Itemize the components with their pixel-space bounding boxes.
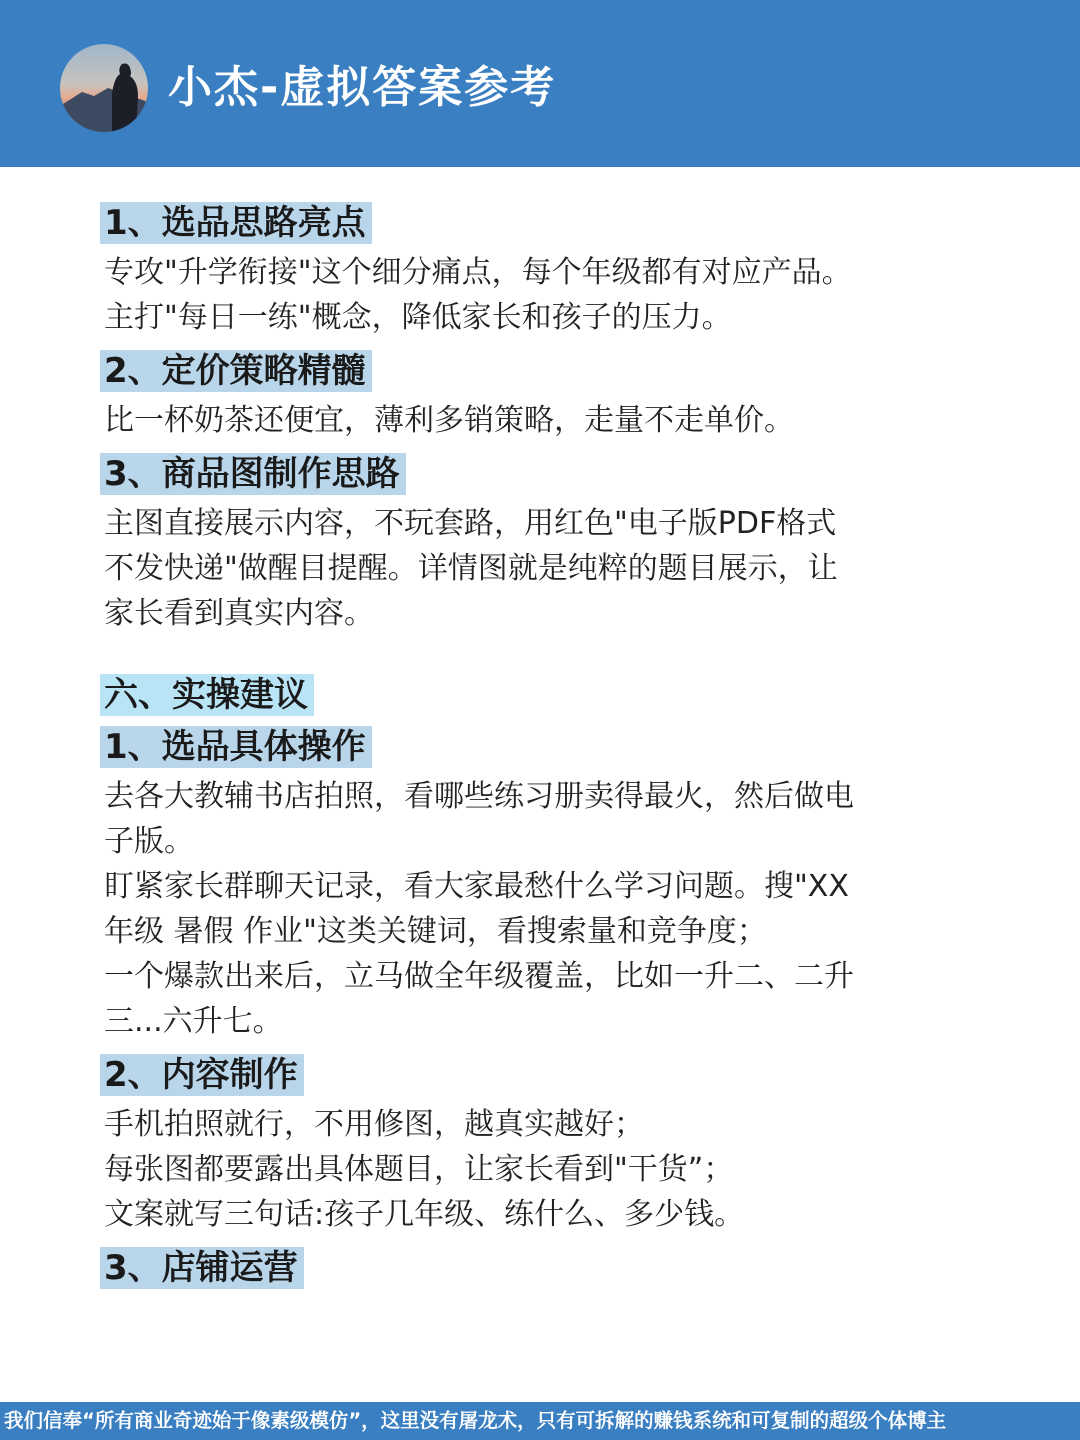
section-text: 比一杯奶茶还便宜，薄利多销策略，走量不走单价。 <box>104 403 794 438</box>
section-text: 手机拍照就行，不用修图，越真实越好； 每张图都要露出具体题目，让家长看到"干货”； 文案就写三句话:孩子几年级、练什么、多少钱。 <box>104 1107 745 1232</box>
chapter-heading: 六、实操建议 <box>100 674 314 716</box>
page-title: 小杰-虚拟答案参考 <box>168 62 557 113</box>
footer-banner: 我们信奉“所有商业奇迹始于像素级模仿”，这里没有屠龙术，只有可拆解的赚钱系统和可复制的超级个体博主 <box>0 1402 1080 1440</box>
section-heading: 1、选品具体操作 <box>100 726 372 768</box>
section-heading: 1、选品思路亮点 <box>100 202 372 244</box>
avatar-photo <box>60 44 148 132</box>
section-text: 专攻"升学衔接"这个细分痛点，每个年级都有对应产品。 主打"每日一练"概念，降低家长和孩子的压力。 <box>104 255 852 335</box>
header-bar <box>0 0 1080 167</box>
article-body <box>100 202 980 1289</box>
section-heading: 3、商品图制作思路 <box>100 453 406 495</box>
section-text: 主图直接展示内容，不玩套路，用红色"电子版PDF格式 不发快递"做醒目提醒。详情图就是纯粹的题目展示，让 家长看到真实内容。 <box>104 506 838 631</box>
section-heading: 2、定价策略精髓 <box>100 350 372 392</box>
avatar[interactable] <box>60 44 148 132</box>
section-heading: 3、店铺运营 <box>100 1247 304 1289</box>
section-heading: 2、内容制作 <box>100 1054 304 1096</box>
section-text: 去各大教辅书店拍照，看哪些练习册卖得最火，然后做电 子版。 盯紧家长群聊天记录，看大家最愁什么学习问题。搜"XX 年级 暑假 作业"这类关键词，看搜索量和竞争度； 一个爆款出来后，立马做全年级覆盖，比如一升二、二升 三...六升七。 <box>104 779 854 1039</box>
